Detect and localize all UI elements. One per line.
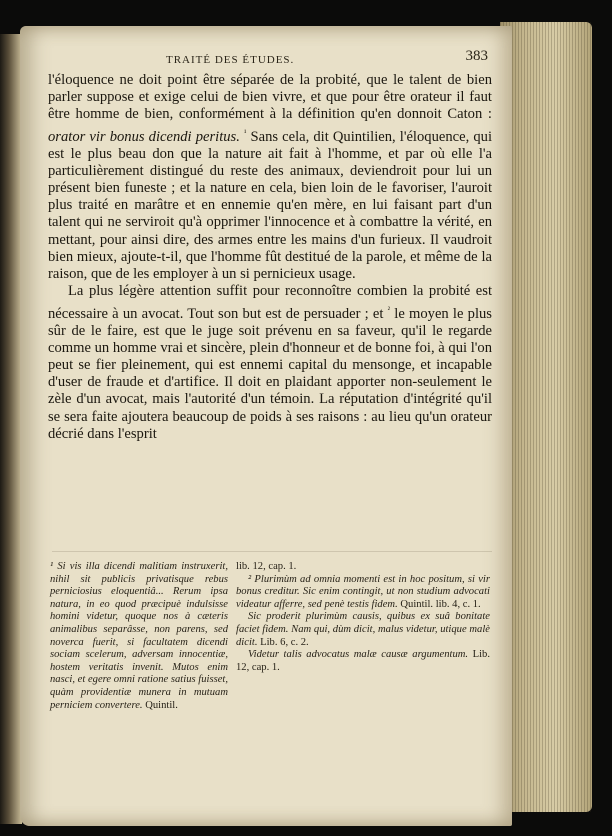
paragraph-2-start: La plus légère attention suffit pour reconnoître combien la probité est nécessaire à un avocat. Tout son but est de persuader ; et: [48, 283, 492, 322]
book-spine-shadow: [0, 34, 22, 824]
paragraph-1: [48, 72, 492, 283]
footnote-3-source: Lib. 6, c. 2.: [260, 636, 309, 648]
footnote-4-source: Lib. 12, cap. 1.: [236, 649, 490, 673]
page-header: [48, 48, 488, 70]
footnote-4-text: Videtur talis advocatus malæ causæ argumentum.: [248, 649, 469, 661]
footnote-column-right: [236, 561, 490, 674]
running-title: TRAITÉ DES ÉTUDES.: [166, 54, 295, 66]
footnote-marker-1: ¹: [243, 127, 247, 137]
main-text: [48, 72, 492, 443]
footnote-2-source: Quintil. lib. 4, c. 1.: [400, 598, 481, 610]
footnote-column-left: [50, 561, 228, 712]
book-page-edges: [500, 22, 592, 812]
footnote-3: [236, 611, 490, 649]
page-number: 383: [465, 48, 488, 64]
footnote-1: [50, 561, 228, 712]
footnote-1-text: ¹ Si vis illa dicendi malitiam instruxerit, nihil sit publicis privatisque rebus perniciosius eloquentiâ... Rerum ipsa natura, in eo quod præcipuè indulsisse homini videtur, quoque nos à cæteris animalibus separâsse, non parens, sed noverca fuerit, si facultatem dicendi sociam scelerum, adversam innocentiæ, hostem veritatis invenit. Mutos enim nasci, et egere omni ratione satius fuisset, quàm providentiæ munera in mutuam perniciem convertere.: [50, 561, 228, 711]
paragraph-2: [48, 283, 492, 443]
footnote-3-text: Sic proderit plurimùm causis, quibus ex suâ bonitate faciet fidem. Nam qui, dùm dicit, malus videtur, utique malè dicit.: [236, 611, 490, 648]
paragraph-1-start: l'éloquence ne doit point être séparée de la probité, que le talent de bien parler suppose et exige celui de bien vivre, et que pour être orateur il faut être homme de bien, conformément à la définition qu'en donnoit Caton :: [48, 72, 492, 123]
footnote-2: [236, 574, 490, 612]
cato-quote: orator vir bonus dicendi peritus.: [48, 128, 240, 145]
paragraph-2-rest: le moyen le plus sûr de le faire, est que le juge soit prévenu en sa faveur, qu'il le regarde comme un homme vrai et sincère, plein d'honneur et de bonne foi, à qui l'on peut se fier pleinement, qui est ennemi capital du mensonge, et incapable d'user de fraude et d'artifice. Il doit en plaidant apporter non-seulement le zèle d'un avocat, mais l'autorité d'un témoin. La réputation d'intégrité qu'il se sera faite ajoutera beaucoup de poids à ses raisons : au lieu qu'un orateur décrié dans l'esprit: [48, 305, 492, 442]
footnote-1-source: Quintil.: [145, 699, 178, 711]
footnote-2-text: ² Plurimùm ad omnia momenti est in hoc positum, si vir bonus creditur. Sic enim contingit, ut non studium advocati videatur afferre, sed penè testis fidem.: [236, 573, 490, 610]
footnote-marker-2: ²: [387, 304, 391, 314]
footnote-rule: [52, 551, 492, 552]
footnote-4: [236, 649, 490, 674]
footnote-1-continued: lib. 12, cap. 1.: [236, 561, 297, 572]
paragraph-1-rest: Sans cela, dit Quintilien, l'éloquence, qui est le plus beau don que la nature ait fait à l'homme, et par où elle l'a particulièrement distingué du reste des animaux, deviendroit pour lui un présent bien funeste ; et la nature en cela, bien loin de le favoriser, l'auroit plus traité en marâtre et en ennemie qu'en mère, en lui faisant part d'un talent qui ne serviroit qu'à opprimer l'innocence et à combattre la vérité, en mettant, pour ainsi dire, des armes entre les mains d'un furieux. Il vaudroit bien mieux, ajoute-t-il, que l'homme fût destitué de la parole, et même de la raison, que de les employer à un si pernicieux usage.: [48, 128, 492, 283]
